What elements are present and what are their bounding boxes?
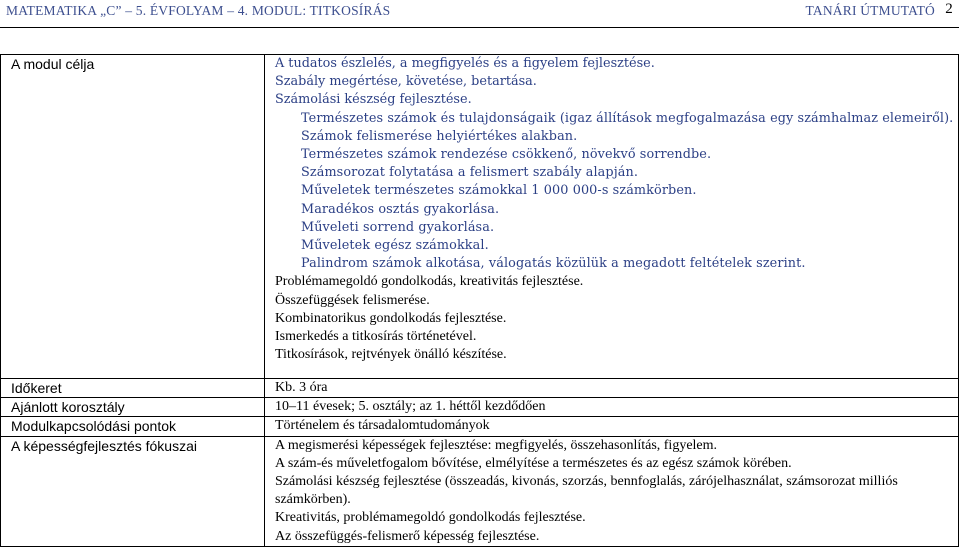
goal-subline: Műveleti sorrend gyakorlása. <box>301 219 495 235</box>
goal-subline: Műveletek természetes számokkal 1 000 000-s számkörben. <box>301 183 697 199</box>
age-value: 10–11 évesek; 5. osztály; az 1. héttől kezdődően <box>265 398 959 417</box>
time-value: Kb. 3 óra <box>265 379 959 398</box>
goal-subline: Számsorozat folytatása a felismert szabály alapján. <box>301 165 639 181</box>
goal-subline: Számok felismerése helyiértékes alakban. <box>301 128 578 144</box>
table-row-age <box>1 398 959 417</box>
row-label-focus: A képességfejlesztés fókuszai <box>1 436 265 546</box>
row-label-links: Modulkapcsolódási pontok <box>1 417 265 436</box>
goal-subline: Maradékos osztás gyakorlása. <box>301 201 500 217</box>
table-row-goal <box>1 55 959 379</box>
focus-line: Az összefüggés-felismerő képesség fejlesztése. <box>275 528 540 544</box>
goal-line: Kombinatorikus gondolkodás fejlesztése. <box>275 310 507 326</box>
header-title: MATEMATIKA „C” – 5. ÉVFOLYAM – 4. MODUL: TITKOSÍRÁS <box>6 3 391 18</box>
focus-content <box>265 436 959 546</box>
goal-subline: Természetes számok és tulajdonságaik (igaz állítások megfogalmazása egy számhalmaz elemeiről). <box>301 110 954 126</box>
goal-subline: Természetes számok rendezése csökkenő, növekvő sorrendbe. <box>301 147 712 163</box>
focus-line: A megismerési képességek fejlesztése: megfigyelés, összehasonlítás, figyelem. <box>275 437 718 453</box>
row-label-time: Időkeret <box>1 379 265 398</box>
goal-line: Problémamegoldó gondolkodás, kreativitás fejlesztése. <box>275 274 584 290</box>
goal-line: Szabály megértése, követése, betartása. <box>275 74 537 90</box>
goal-line: Titkosírások, rejtvények önálló készítése. <box>275 347 507 363</box>
module-table <box>0 54 959 547</box>
focus-line: A szám-és műveletfogalom bővítése, elmélyítése a természetes és az egész számok körében. <box>275 455 792 471</box>
table-row-focus <box>1 436 959 546</box>
goal-line: Összefüggések felismerése. <box>275 292 430 308</box>
links-value: Történelem és társadalomtudományok <box>265 417 959 436</box>
goal-line: Ismerkedés a titkosírás történetével. <box>275 329 477 345</box>
row-label-age: Ajánlott korosztály <box>1 398 265 417</box>
goal-line: Számolási készség fejlesztése. <box>275 92 472 108</box>
header-guide-label: TANÁRI ÚTMUTATÓ <box>805 3 935 18</box>
goal-content <box>265 55 959 379</box>
page-number: 2 <box>945 1 953 17</box>
goal-line: A tudatos észlelés, a megfigyelés és a figyelem fejlesztése. <box>275 56 655 71</box>
table-row-time <box>1 379 959 398</box>
goal-subline: Műveletek egész számokkal. <box>301 238 489 254</box>
focus-line: Kreativitás, problémamegoldó gondolkodás fejlesztése. <box>275 510 586 526</box>
goal-subline: Palindrom számok alkotása, válogatás közülük a megadott feltételek szerint. <box>301 256 806 272</box>
focus-line: Számolási készség fejlesztése (összeadás, kivonás, szorzás, bennfoglalás, zárójelhasználat, számsorozat milliós számkörben). <box>275 474 898 508</box>
row-label-goal: A modul célja <box>1 55 265 379</box>
table-row-links <box>1 417 959 436</box>
page-header <box>0 0 959 28</box>
